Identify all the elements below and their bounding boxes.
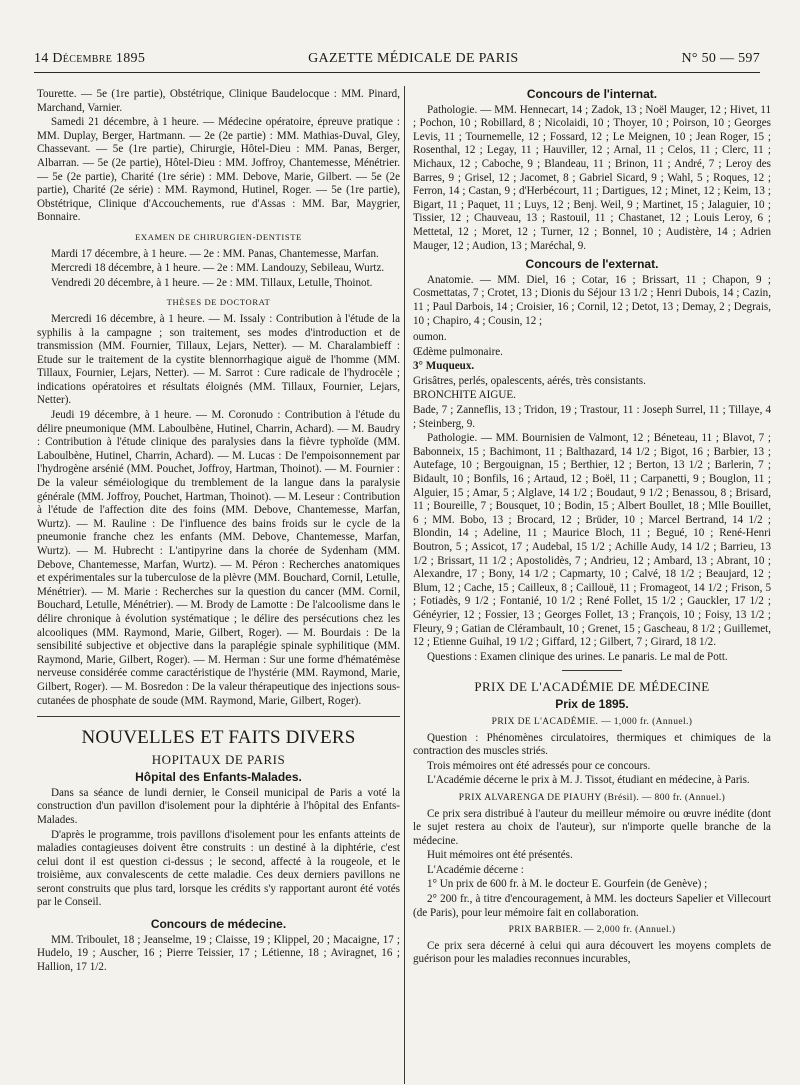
exam-wednesday: Mercredi 18 décembre, à 1 heure. — 2e : MM. Landouzy, Sebileau, Wurtz. bbox=[51, 262, 385, 275]
prize-paragraph: L'Académie décerne le prix à M. J. Tissot, étudiant en médecine, à Paris. bbox=[427, 774, 750, 787]
issue-date: 14 Décembre 1895 bbox=[34, 51, 146, 66]
fragment-line: oumon. bbox=[413, 331, 447, 344]
article-heading-externat: Concours de l'externat. bbox=[525, 257, 659, 272]
exam-schedule-continued: Tourette. — 5e (1re partie), Obstétrique, Clinique Baudelocque : MM. Pinard, Marchand, Varnier. bbox=[37, 88, 400, 114]
prize-paragraph: L'Académie décerne : bbox=[427, 863, 524, 876]
exam-saturday: Samedi 21 décembre, à 1 heure. — Médecine opératoire, épreuve pratique : MM. Duplay, Berger, Hartmann. — 2e (2e partie) : MM. Mathias-Duval, Gley, Chassevant. — 5e (1re partie), Chirurgie, Hôtel-Dieu : MM. Panas, Berger, Albarran. — 5e (2e partie), Hôtel-Dieu : MM. Joffroy, Chantemesse, Ménétrier. — 5e (2e partie), Charité (1re série) : MM. Debove, Marie, Gilbert. — 5e (2e partie), Charité (2e série) : MM. Raymond, Hutinel, Roger. — 5e (1re partie), Obstétrique, Clinique d'Accouchements, rue d'Assas : MM. Bar, Maygrier, Bonnaire. bbox=[37, 116, 400, 224]
prize-paragraph: Trois mémoires ont été adressés pour ce concours. bbox=[427, 759, 651, 772]
article-heading-prix-1895: Prix de 1895. bbox=[555, 697, 629, 712]
theses-wednesday: Mercredi 16 décembre, à 1 heure. — M. Issaly : Contribution à l'étude de la syphilis à la campagne ; son traitement, ses modes d'introduction et de transmission (MM. Fournier, Tillaux, Lejars, Netter). — M. Charalambieff : Etude sur le traitement de la cystite blennorrhagique aiguë de l'homme (MM. Tillaux, Fournier, Lejars, Netter). — M. Sarrot : Cure radicale de l'hydrocèle ; indications opératoires et résultats éloignés (MM. Tillaux, Fournier, Lejars, Netter). bbox=[37, 312, 400, 407]
externat-anatomie-continued: Bade, 7 ; Zanneflis, 13 ; Tridon, 19 ; Trastour, 11 : Joseph Surrel, 11 ; Tillaye, 4 ; Steinberg, 9. bbox=[413, 404, 771, 430]
section-rule bbox=[562, 670, 622, 671]
exam-friday: Vendredi 20 décembre, à 1 heure. — 2e : MM. Tillaux, Letulle, Thoinot. bbox=[51, 276, 373, 289]
prize-paragraph: Question : Phénomènes circulatoires, thermiques et chimiques de la contraction des muscles striés. bbox=[413, 731, 771, 758]
prize-heading-barbier: PRIX BARBIER. — 2,000 fr. (Annuel.) bbox=[508, 925, 676, 936]
internat-results: Pathologie. — MM. Hennecart, 14 ; Zadok, 13 ; Noël Mauger, 12 ; Hivet, 11 ; Pochon, 10 ; Robillard, 8 ; Nicolaidi, 10 ; Thoyer, 10 ; Poirson, 10 ; Georges Levis, 11 ; Tournemelle, 12 ; Fossard, 12 ; Le Meignen, 10 ; Jean Roger, 15 ; Rosenthal, 12 ; Legay, 11 ; Hauviller, 12 ; Arnal, 11 ; Celos, 11 ; Clerc, 11 ; Michaux, 12 ; Caboche, 9 ; Blandeau, 11 ; Brinon, 11 ; André, 7 ; Leroy des Barres, 9 ; Grisel, 12 ; Jacomet, 8 ; Gabriel Sicard, 9 ; Wahl, 5 ; Roques, 12 ; Ferron, 14 ; Castan, 9 ; d'Herbécourt, 11 ; Dartigues, 12 ; Minet, 12 ; Keim, 13 ; Bigart, 11 ; Paquet, 11 ; Luys, 12 ; Benj. Weil, 9 ; Martinet, 15 ; Jalaguier, 10 ; Tissier, 12 ; Chauveau, 13 ; Rastouil, 11 ; Chastanet, 12 ; Louis Leroy, 6 ; Mettetal, 12 ; Moret, 12 ; Turner, 12 ; Bonnel, 10 ; Audistère, 14 ; Adrien Mauger, 12 ; Audion, 13 ; Maréchal, 9. bbox=[413, 103, 771, 252]
section-rule bbox=[37, 716, 400, 717]
section-subtitle-hopitaux: HOPITAUX DE PARIS bbox=[151, 752, 286, 768]
right-column bbox=[413, 88, 771, 1083]
section-title-prix-academie: PRIX DE L'ACADÉMIE DE MÉDECINE bbox=[474, 679, 710, 695]
section-heading-dentiste: EXAMEN DE CHIRURGIEN-DENTISTE bbox=[135, 231, 302, 242]
page-number: N° 50 — 597 bbox=[681, 51, 760, 66]
externat-anatomie-results: Anatomie. — MM. Diel, 16 ; Cotar, 16 ; Brissart, 11 ; Chapon, 9 ; Cosmettatas, 7 ; Crotet, 13 ; Dionis du Séjour 13 1/2 ; Henri Dubois, 14 ; Cazin, 11 ; Paul Darbois, 14 ; Croisier, 16 ; Cornil, 12 ; Detot, 13 ; Demay, 2 ; Degrais, 10 ; Chapiro, 4 ; Cousin, 12 ; bbox=[413, 273, 771, 327]
article-paragraph: D'après le programme, trois pavillons d'isolement pour les enfants atteints de maladies contagieuses doivent être construits : un destiné à la diphtérie, c'est celui dont il est question ci-dessus ; le second, affecté à la rougeole, et le troisième, aux convalescents de cette maladie. Ces deux derniers pavillons ne seront construits que plus tard, lorsque les crédits s'y rapportant auront été votés par le Conseil. bbox=[37, 828, 400, 909]
page-header bbox=[34, 46, 760, 73]
prize-paragraph: 1° Un prix de 600 fr. à M. le docteur E. Gourfein (de Genève) ; bbox=[427, 878, 708, 891]
article-heading-enfants-malades: Hôpital des Enfants-Malades. bbox=[135, 770, 302, 785]
prize-heading-alvarenga: PRIX ALVARENGA DE PIAUHY (Brésil). — 800 fr. (Annuel.) bbox=[458, 792, 726, 803]
fragment-line: BRONCHITE AIGUE. bbox=[413, 389, 516, 402]
externat-pathologie-results: Pathologie. — MM. Bournisien de Valmont, 12 ; Béneteau, 11 ; Blavot, 7 ; Babonneix, 15 ; Bachimont, 11 ; Balthazard, 14 1/2 ; Bigot, 16 ; Barbier, 13 ; Autefage, 10 ; Bergouignan, 15 ; Berthier, 12 ; Berton, 13 1/2 ; Barlerin, 7 ; Bidault, 10 ; Bonfils, 16 ; Artaud, 12 ; Boël, 11 ; Carpanetti, 9 ; Bouglon, 11 ; Alguier, 15 ; Amar, 5 ; Alglave, 14 1/2 ; Boudaut, 9 1/2 ; Benassou, 8 ; Brisard, 11 ; Boureille, 7 ; Bousquet, 10 ; Bodin, 15 ; Albert Boullet, 18 ; Mlle Bouillet, 6 ; MM. Bobo, 13 ; Brocard, 12 ; Brüder, 10 ; Marcel Bertrand, 14 1/2 ; Blondin, 14 ; Adeline, 11 ; Maurice Bloch, 11 ; Begué, 10 ; René-Henri Boutron, 5 ; Assicot, 17 ; Audebal, 15 1/2 ; Achille Audy, 14 1/2 ; Barrieu, 13 1/2 ; Brissart, 11 1/2 ; Apostolidès, 7 ; Andrieu, 12 ; Ambard, 13 ; Abrant, 10 ; Alexandre, 17 ; Bony, 14 1/2 ; Capmarty, 10 ; Calvé, 18 1/2 ; Beaujard, 12 ; Blum, 12 ; Cache, 15 ; Cailleux, 8 ; Caillouë, 11 ; Fromageot, 14 1/2 ; Frison, 5 ; Fotiadès, 9 1/2 ; Fontanié, 10 1/2 ; René Follet, 15 1/2 ; Gauckler, 17 1/2 ; Généyrier, 12 ; Fossier, 13 ; Georges Follet, 13 ; François, 10 ; Foisy, 13 1/2 ; Fleury, 9 ; Gatian de Clérambault, 10 ; Grenet, 15 ; Gascheau, 8 1/2 ; Guillemet, 12 ; Etienne Guihal, 19 1/2 ; Giffard, 12 ; Gilbert, 7 ; Girard, 18 1/2. bbox=[413, 432, 771, 649]
fragment-line: Œdème pulmonaire. bbox=[413, 345, 503, 358]
left-column bbox=[37, 88, 400, 1083]
prize-paragraph: Ce prix sera décerné à celui qui aura découvert les moyens complets de guérison pour les maladies reconnues incurables, bbox=[413, 939, 771, 966]
article-paragraph: Dans sa séance de lundi dernier, le Conseil municipal de Paris a voté la construction d'un pavillon d'isolement pour la diphtérie à l'hôpital des Enfants-Malades. bbox=[37, 786, 400, 826]
journal-title: GAZETTE MÉDICALE DE PARIS bbox=[308, 51, 519, 66]
column-divider bbox=[404, 86, 405, 1084]
fragment-line: Grisâtres, perlés, opalescents, aérés, très consistants. bbox=[413, 374, 646, 387]
section-heading-theses: THÈSES DE DOCTORAT bbox=[166, 297, 271, 308]
article-heading-internat: Concours de l'internat. bbox=[526, 88, 658, 101]
externat-questions: Questions : Examen clinique des urines. Le panaris. Le mal de Pott. bbox=[427, 650, 728, 663]
concours-medecine-results: MM. Triboulet, 18 ; Jeanselme, 19 ; Claisse, 19 ; Klippel, 20 ; Macaigne, 17 ; Hudelo, 19 ; Auscher, 16 ; Pierre Teissier, 17 ; Létienne, 18 ; Aviragnet, 16 ; Hallion, 17 1/2. bbox=[37, 933, 400, 973]
prize-paragraph: Ce prix sera distribué à l'auteur du meilleur mémoire ou œuvre inédite (dont le sujet restera au choix de l'auteur), sur n'importe quelle branche de la médecine. bbox=[413, 807, 771, 847]
theses-thursday: Jeudi 19 décembre, à 1 heure. — M. Coronudo : Contribution à l'étude du délire pneumonique (MM. Laboulbène, Hutinel, Charrin, Achard). — M. Baudry : Contribution à l'étude clinique des paralysies dans la fièvre typhoïde (MM. Laboulbène, Hutinel, Charrin, Achard). — M. Lucas : De l'empoisonnement par l'hydrogène arsénié (MM. Pouchet, Joffroy, Hartman, Thoinot). — M. Fournier : De la valeur séméiologique du tremblement de la langue dans la paralysie générale (MM. Joffroy, Pouchet, Hartman, Thoinot). — M. Leseur : Contribution à l'étude de l'affection dite des foins (MM. Debove, Chantemesse, Marfan, Wurtz). — M. Rauline : De l'influence des bains froids sur le cycle de la pneumonie franche chez les enfants (MM. Debove, Chantemesse, Marfan, Wurtz). — M. Hubrecht : L'antipyrine dans la chorée de Sydenham (MM. Debove, Chantemesse, Marfan, Wurtz). — M. Péron : Recherches anatomiques et expérimentales sur la tuberculose de la plèvre (MM. Bouchard, Cornil, Letulle, Ménétrier). — M. Marie : Recherches sur la question du cancer (MM. Cornil, Bouchard, Letulle, Ménétrier). — M. Brody de Lamotte : De l'alcoolisme dans le délire chronique à évolution systématique ; le délire des persécutions chez les alcooliques (MM. Raymond, Marie, Gilbert, Roger). — M. Bourdais : De la sensibilité subjective et objective dans la paraplégie spinale syphilitique (MM. Raymond, Marie, Gilbert, Roger). — M. Herman : Sur une forme d'hématémèse nerveuse considérée comme caractéristique de l'hystérie (MM. Raymond, Marie, Gilbert, Roger). — M. Bosredon : De la valeur thérapeutique des injections sous-cutanées de phosphate de soude (MM. Raymond, Marie, Gilbert, Roger). bbox=[37, 409, 400, 707]
section-title-nouvelles: NOUVELLES ET FAITS DIVERS bbox=[81, 727, 356, 749]
prize-heading-academie: PRIX DE L'ACADÉMIE. — 1,000 fr. (Annuel.) bbox=[491, 716, 693, 727]
fragment-line: 3° Muqueux. bbox=[413, 360, 475, 373]
article-heading-concours-medecine: Concours de médecine. bbox=[150, 917, 287, 932]
prize-paragraph: Huit mémoires ont été présentés. bbox=[427, 849, 573, 862]
exam-tuesday: Mardi 17 décembre, à 1 heure. — 2e : MM. Panas, Chantemesse, Marfan. bbox=[51, 247, 379, 260]
prize-paragraph: 2° 200 fr., à titre d'encouragement, à MM. les docteurs Sapelier et Villecourt (de Paris), pour leur mémoire fait en collaboration. bbox=[413, 893, 771, 919]
